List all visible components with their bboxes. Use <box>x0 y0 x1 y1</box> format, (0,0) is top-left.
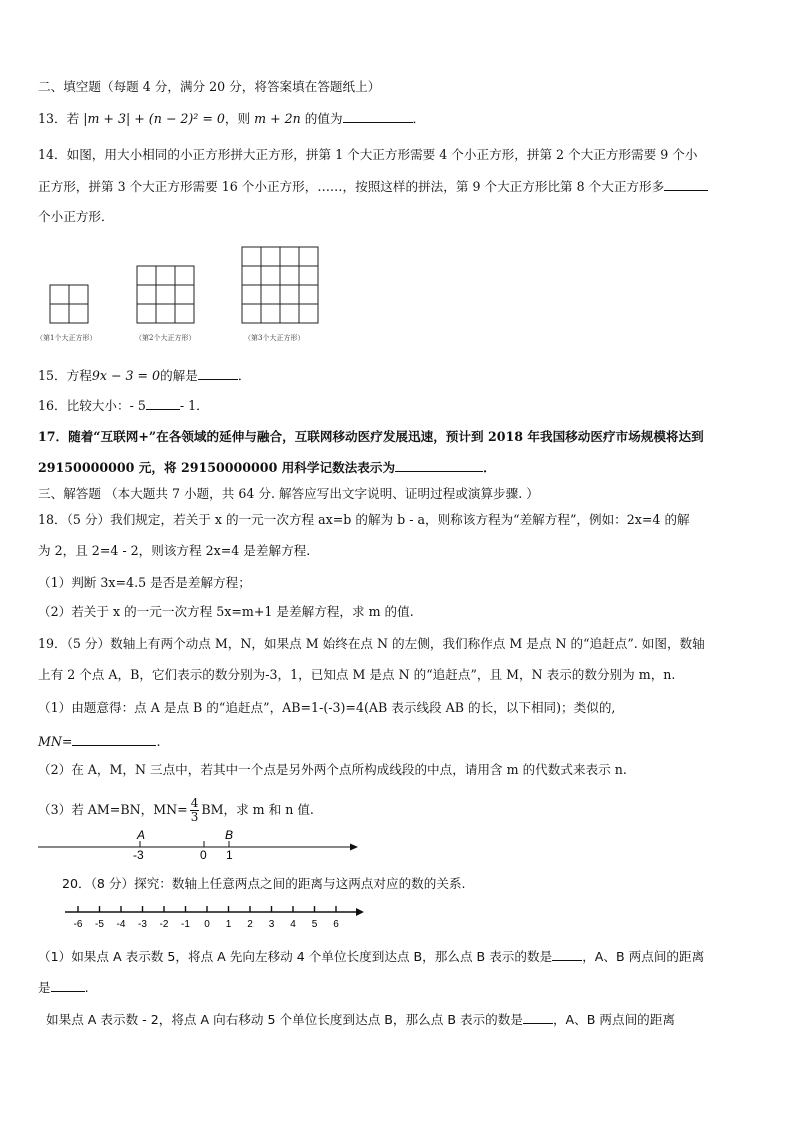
small-square <box>261 285 280 304</box>
tick-label: -3 <box>138 919 147 930</box>
q13-post: 的值为 <box>304 111 343 126</box>
q18-sub-1: （1）判断 3x=4.5 是否是差解方程； <box>38 575 251 590</box>
q16-right-value: - 1． <box>179 398 209 413</box>
small-square <box>50 304 69 323</box>
q19-sub-3 <box>38 795 314 825</box>
q15-post: 的解是 <box>160 368 198 383</box>
q13-end: ． <box>412 111 426 126</box>
q16-pre: 16．比较大小： <box>38 398 130 413</box>
q20-sub-1c <box>46 1011 675 1028</box>
small-square <box>299 247 318 266</box>
tick-label: -4 <box>116 919 126 930</box>
small-square <box>175 304 194 323</box>
small-square <box>69 285 88 304</box>
small-square <box>175 285 194 304</box>
q14-answer-blank[interactable] <box>664 178 708 191</box>
small-square <box>242 285 261 304</box>
tick-label: 3 <box>268 919 275 930</box>
q15-pre: 15．方程 <box>38 368 92 383</box>
small-square <box>299 304 318 323</box>
small-square <box>242 247 261 266</box>
q20-sub-1b-end: . <box>84 980 89 995</box>
small-square <box>280 304 299 323</box>
small-square <box>280 266 299 285</box>
small-square <box>261 304 280 323</box>
q20-sub-1a-text: （1）如果点 A 表示数 5，将点 A 先向左移动 4 个单位长度到达点 B，那么点 B 表示的数是 <box>38 949 553 964</box>
tick-label-neg3: -3 <box>133 848 144 862</box>
small-square <box>50 285 69 304</box>
q16-answer-blank[interactable] <box>146 397 180 410</box>
q19-sub-1b <box>38 733 160 750</box>
q13-answer-blank[interactable] <box>343 110 413 123</box>
q19-line-1: 19．（5 分）数轴上有两个动点 M，N，如果点 M 始终在点 N 的左侧，我们称作点 M 是点 N 的“追赶点”. 如图，数轴 <box>38 636 705 651</box>
small-square <box>280 285 299 304</box>
axis-arrow-icon <box>356 908 364 916</box>
tick-group <box>74 906 340 930</box>
q20-blank-3[interactable] <box>523 1011 553 1024</box>
q19-sub-2: （2）在 A，M，N 三点中，若其中一个点是另外两个点所构成线段的中点，请用含 m 的代数式来表示 n. <box>38 762 627 777</box>
small-square <box>261 266 280 285</box>
small-square <box>261 247 280 266</box>
small-square <box>156 304 175 323</box>
q14-caption-3: （第3个大正方形） <box>244 334 305 342</box>
q20-blank-2[interactable] <box>51 979 85 992</box>
q20-sub-1a-end: ，A、B 两点间的距离 <box>582 949 705 964</box>
q19-sub-1b-end: . <box>156 734 161 749</box>
q13-pre: 若 <box>66 111 80 126</box>
q19-line-2: 上有 2 个点 A，B，它们表示的数分别为-3，1，已知点 M 是点 N 的“追赶点”，且 M，N 表示的数分别为 m，n. <box>38 667 676 682</box>
q15-answer-blank[interactable] <box>198 367 238 380</box>
q13-mid: ，则 <box>224 111 251 126</box>
tick-label: 4 <box>290 919 296 930</box>
fraction-numerator: 4 <box>190 796 199 810</box>
small-square <box>137 266 156 285</box>
q20-sub-1b-pre: 是 <box>38 980 51 995</box>
q17-line-2-text: 29150000000 元，将 29150000000 用科学记数法表示为 <box>38 460 396 475</box>
tick-label: -5 <box>95 919 104 930</box>
q15-equation: 9x − 3 = 0 <box>91 368 161 383</box>
q19-sub-3-pre: （3）若 AM=BN，MN= <box>38 802 188 817</box>
tick-label-1: 1 <box>226 848 233 862</box>
point-a-label: A <box>137 828 146 842</box>
small-square <box>299 266 318 285</box>
question-15 <box>38 367 250 384</box>
tick-label: 2 <box>247 919 253 930</box>
small-square <box>137 304 156 323</box>
small-square <box>156 266 175 285</box>
q20-sub-1c-end: ，A、B 两点间的距离 <box>552 1012 675 1027</box>
q16-left-value: - 5 <box>129 398 146 413</box>
q14-line-2-text: 正方形，拼第 3 个大正方形需要 16 个小正方形，……，按照这样的拼法，第 9 个大正方形比第 8 个大正方形多 <box>38 179 665 194</box>
q20-sub-1c-text: 如果点 A 表示数 - 2，将点 A 向右移动 5 个单位长度到达点 B，那么点 B 表示的数是 <box>46 1012 523 1027</box>
section-2-header: 二、填空题（每题 4 分，满分 20 分，将答案填在答题纸上） <box>38 79 381 94</box>
fraction-denominator: 3 <box>190 810 199 824</box>
q17-answer-blank[interactable] <box>395 459 483 472</box>
tick-label: 5 <box>311 919 318 930</box>
q20-line-1: 20．（8 分）探究：数轴上任意两点之间的距离与这两点对应的数的关系. <box>62 876 466 891</box>
q17-line-2 <box>38 459 496 476</box>
q14-figure <box>40 245 340 325</box>
tick-label: -1 <box>181 919 190 930</box>
q13-expression: m + 2n <box>254 111 301 126</box>
fraction-4-3 <box>190 797 200 824</box>
point-b-label: B <box>225 828 234 842</box>
q13-equation: |m + 3| + (n − 2)² = 0 <box>83 111 225 126</box>
q18-line-2: 为 2，且 2=4 - 2，则该方程 2x=4 是差解方程. <box>38 543 311 558</box>
small-square <box>137 285 156 304</box>
q20-sub-1a <box>38 948 704 965</box>
q17-line-1: 17．随着“互联网+”在各领域的延伸与融合，互联网移动医疗发展迅速，预计到 2018 年我国移动医疗市场规模将达到 <box>38 429 704 444</box>
q14-line-1: 14．如图，用大小相同的小正方形拼大正方形，拼第 1 个大正方形需要 4 个小正方形，拼第 2 个大正方形需要 9 个小 <box>38 147 698 162</box>
tick-label: 6 <box>333 919 339 930</box>
small-square <box>299 285 318 304</box>
q17-end: ． <box>483 460 496 475</box>
q20-number-line <box>62 903 372 933</box>
section-3-header: 三、解答题 （本大题共 7 小题，共 64 分. 解答应写出文字说明、证明过程或演算步骤. ） <box>38 486 539 501</box>
tick-label-0: 0 <box>200 848 207 862</box>
q18-sub-2: （2）若关于 x 的一元一次方程 5x=m+1 是差解方程，求 m 的值. <box>38 604 414 619</box>
square-grid-1 <box>50 285 88 323</box>
q19-mn-label: MN= <box>38 734 73 749</box>
q18-line-1: 18．（5 分）我们规定，若关于 x 的一元一次方程 ax=b 的解为 b - a，则称该方程为“差解方程”，例如：2x=4 的解 <box>38 512 690 527</box>
square-grid-3 <box>242 247 318 323</box>
q14-caption-2: （第2个大正方形） <box>135 334 196 342</box>
tick-label: -6 <box>73 919 83 930</box>
axis-arrow-icon <box>350 844 358 851</box>
q14-line-3: 个小正方形． <box>38 209 114 224</box>
small-square <box>280 247 299 266</box>
question-16 <box>38 397 209 414</box>
small-square <box>242 266 261 285</box>
q20-blank-1[interactable] <box>552 948 582 961</box>
tick-label: 1 <box>225 919 232 930</box>
small-square <box>175 266 194 285</box>
small-square <box>69 304 88 323</box>
tick-label: 0 <box>204 919 210 930</box>
small-square <box>242 304 261 323</box>
q13-number: 13． <box>38 111 67 126</box>
q20-sub-1b <box>38 979 89 996</box>
q14-caption-1: （第1个大正方形） <box>36 334 97 342</box>
q19-answer-blank[interactable] <box>72 733 156 746</box>
tick-label: -2 <box>159 919 169 930</box>
square-grid-2 <box>137 266 194 323</box>
q19-sub-3-post: BM，求 m 和 n 值. <box>201 802 314 817</box>
small-square <box>156 285 175 304</box>
q15-end: ． <box>237 368 251 383</box>
q19-sub-1: （1）由题意得：点 A 是点 B 的“追赶点”，AB=1-(-3)=4(AB 表示线段 AB 的长，以下相同)；类似的, <box>38 700 616 715</box>
q19-number-line <box>36 826 366 866</box>
question-13 <box>38 110 425 127</box>
q14-line-2 <box>38 178 708 195</box>
